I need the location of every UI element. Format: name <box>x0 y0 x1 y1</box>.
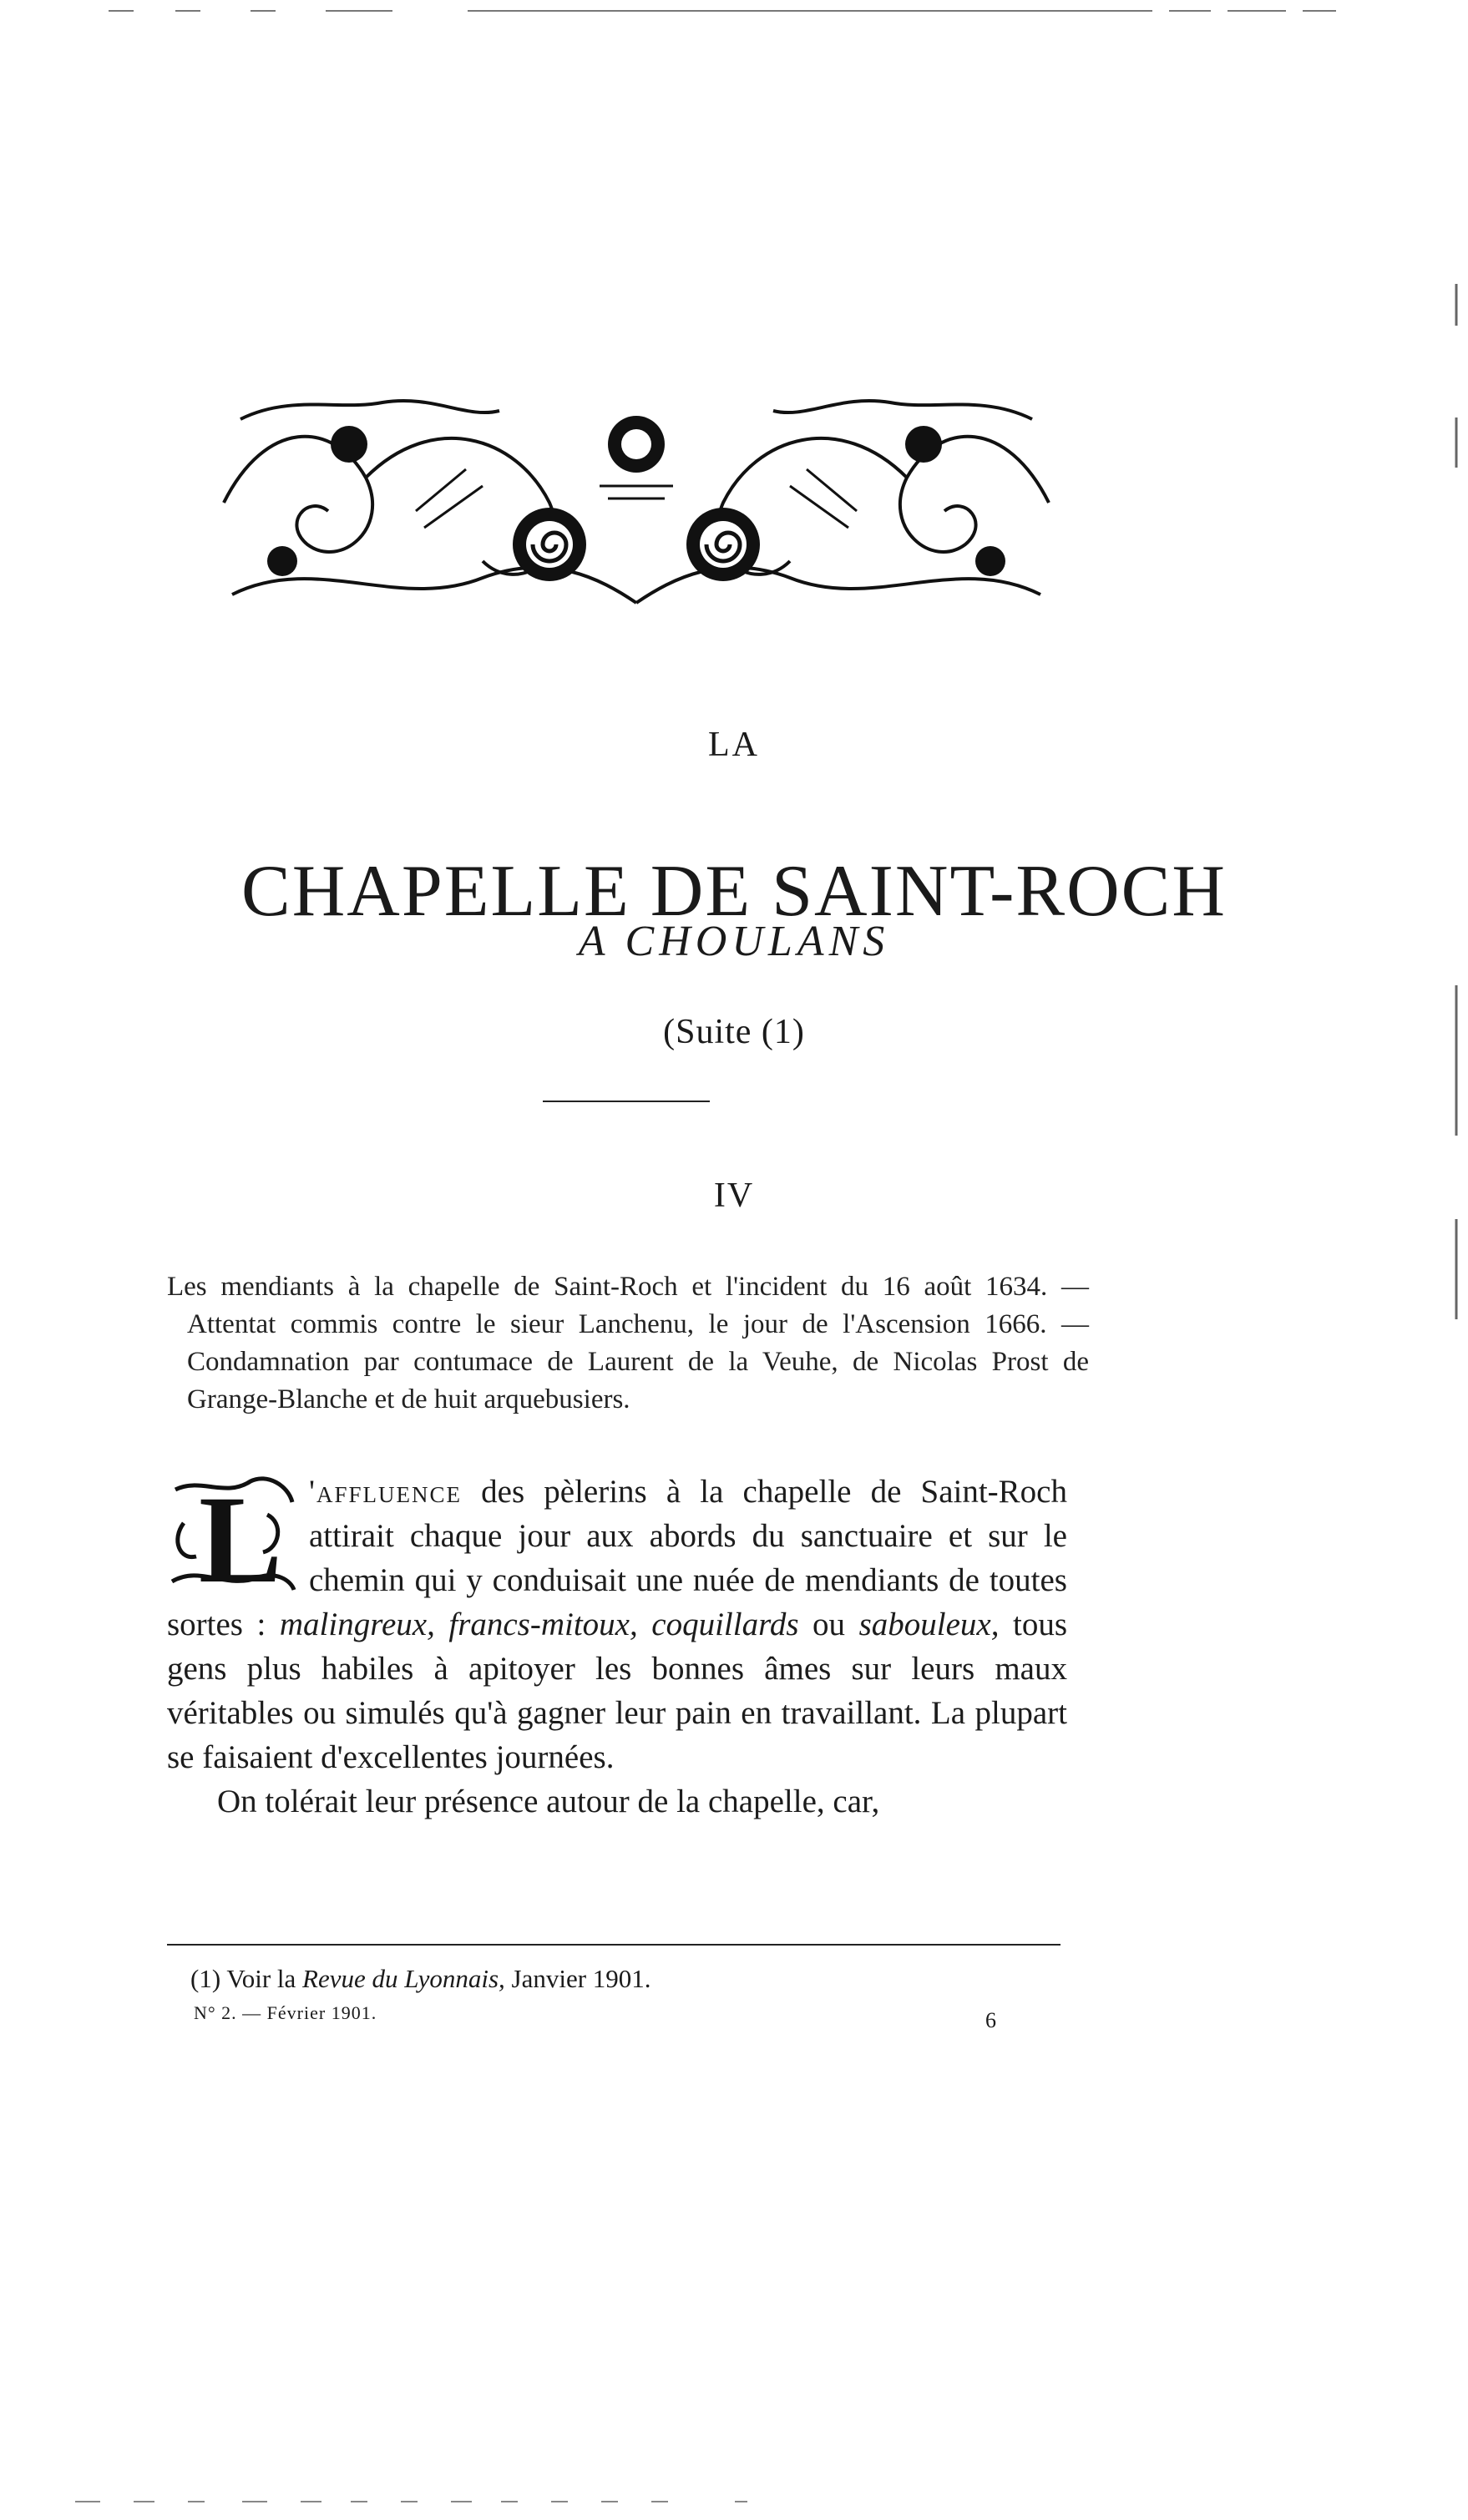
para1-italic-terms: malingreux, francs-mitoux, coquillards <box>279 1607 799 1642</box>
title-divider <box>543 1101 710 1102</box>
scan-edge-bottom <box>0 2497 1468 2507</box>
scan-edge-right <box>1451 250 1461 1419</box>
page-title: CHAPELLE DE SAINT-ROCH <box>241 850 1227 932</box>
issue-line: N° 2. — Février 1901. <box>194 2002 377 2023</box>
chapter-summary: Les mendiants à la chapelle de Saint-Roch et l'incident du 16 août 1634. — Attentat commis contre le sieur Lanchenu, le jour de l'Ascension 1666. — Condamnation par contumace de Laurent de la Veuhe, de Nicolas Prost de Grange-Blanche et de huit arquebusiers. <box>167 1272 1089 1414</box>
footnote-text-a: Voir la <box>220 1964 303 1993</box>
svg-text:L: L <box>199 1473 283 1597</box>
ornamental-headpiece <box>215 386 1057 621</box>
footnote-marker: (1) <box>190 1964 221 1993</box>
para1-text-a: des pèlerins à la chapelle de Saint-Roch attirait chaque jour aux abords du sanctuaire et sur le chemin qui y conduisait une nuée de mendiants de toutes sortes : <box>167 1474 1067 1642</box>
footnote-rule <box>167 1944 1061 1946</box>
scan-edge-top <box>0 7 1468 15</box>
section-number: IV <box>713 1177 755 1215</box>
title-article: LA <box>708 726 760 764</box>
dropcap-letter <box>167 1473 297 1597</box>
footnote <box>190 1962 651 1996</box>
page-number: 6 <box>985 2008 996 2032</box>
lead-word: 'affluence <box>309 1474 463 1510</box>
para1-text-b: ou <box>798 1607 859 1642</box>
para1-italic-term: sabouleux, <box>858 1607 1000 1642</box>
footnote-text-b: Janvier 1901. <box>504 1964 651 1993</box>
paragraph-2: On tolérait leur présence autour de la chapelle, car, <box>217 1784 880 1819</box>
paragraph-1 <box>167 1470 1067 1779</box>
body-text <box>167 1470 1067 1824</box>
footnote-journal: Revue du Lyonnais, <box>302 1964 505 1993</box>
title-continuation: (Suite (1) <box>663 1013 805 1051</box>
title-subtitle: A CHOULANS <box>578 918 890 965</box>
para1-text-c: tous gens plus habiles à apitoyer les bonnes âmes sur leurs maux véritables ou simulés qu'à gagner leur pain en travaillant. La plupart se faisaient d'excellentes journées. <box>167 1607 1067 1775</box>
